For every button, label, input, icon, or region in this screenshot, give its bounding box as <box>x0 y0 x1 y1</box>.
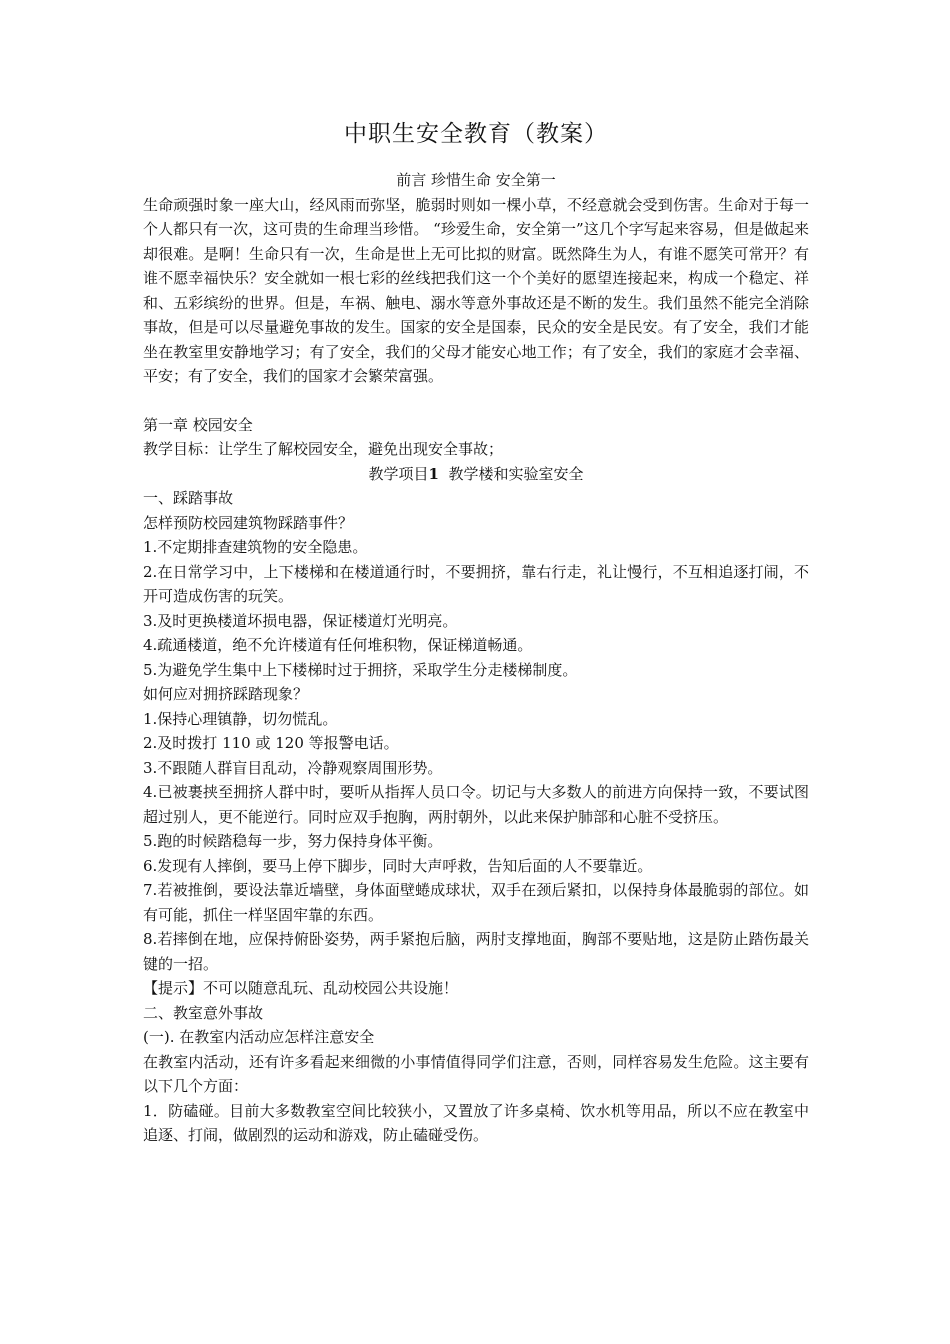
list-item: 3.不跟随人群盲目乱动，冷静观察周围形势。 <box>143 758 443 777</box>
project-prefix: 教学项目 <box>368 464 429 483</box>
spacer <box>143 389 809 413</box>
project-number: 1 <box>428 464 439 483</box>
list-item: 7.若被推倒，要设法靠近墙壁，身体面壁蜷成球状，双手在颈后紧扣，以保持身体最脆弱的部位。如有可能，抓住一样坚固牢靠的东西。 <box>143 881 809 924</box>
section-heading-stampede: 一、踩踏事故 <box>143 489 234 507</box>
list-item: 1.不定期排查建筑物的安全隐患。 <box>143 538 368 556</box>
teaching-goal: 教学目标：让学生了解校园安全，避免出现安全事故； <box>143 440 504 458</box>
question-prevent: 怎样预防校园建筑物踩踏事件？ <box>143 513 354 532</box>
chapter-heading: 第一章 校园安全 <box>143 415 253 434</box>
question-respond: 如何应对拥挤踩踏现象？ <box>143 685 309 703</box>
preface-heading: 前言 珍惜生命 安全第一 <box>396 171 556 189</box>
list-item: 5.跑的时候踏稳每一步，努力保持身体平衡。 <box>143 832 443 850</box>
preface-body: 生命顽强时象一座大山，经风雨而弥坚，脆弱时则如一棵小草，不经意就会受到伤害。生命对于每一个人都只有一次，这可贵的生命理当珍惜。 “珍爱生命，安全第一”这几个字写起来容易，但是做起来却很难。是啊！生命只有一次，生命是世上无可比拟的财富。既然降生为人，有谁不愿笑可常开？有谁不愿幸福快乐？安全就如一根七彩的丝线把我们这一个个美好的愿望连接起来，构成一个稳定、祥和、五彩缤纷的世界。但是，车祸、触电、溺水等意外事故还是不断的发生。我们虽然不能完全消除事故，但是可以尽量避免事故的发生。国家的安全是国泰，民众的安全是民安。有了安全，我们才能坐在教室里安静地学习；有了安全，我们的父母才能安心地工作；有了安全，我们的家庭才会幸福、平安；有了安全，我们的国家才会繁荣富强。 <box>143 195 809 385</box>
list-item: 8.若摔倒在地，应保持俯卧姿势，两手紧抱后脑，两肘支撑地面，胸部不要贴地，这是防止踏伤最关键的一招。 <box>143 930 809 973</box>
subsection-heading: (一). 在教室内活动应怎样注意安全 <box>143 1028 375 1046</box>
list-item: 2.在日常学习中，上下楼梯和在楼道通行时，不要拥挤，靠右行走，礼让慢行，不互相追逐打闹，不开可造成伤害的玩笑。 <box>143 562 809 605</box>
list-item: 6.发现有人摔倒，要马上停下脚步，同时大声呼救，告知后面的人不要靠近。 <box>143 856 653 875</box>
list-item: 2.及时拨打 110 或 120 等报警电话。 <box>143 734 399 752</box>
list-item: 5.为避免学生集中上下楼梯时过于拥挤，采取学生分走楼梯制度。 <box>143 660 578 679</box>
document-title: 中职生安全教育（教案） <box>344 121 608 147</box>
project-title: 教学楼和实验室安全 <box>448 464 584 483</box>
tip-note: 【提示】不可以随意乱玩、乱动校园公共设施！ <box>143 979 459 997</box>
document-page <box>143 118 809 1148</box>
list-item: 1．防磕碰。目前大多数教室空间比较狭小，又置放了许多桌椅、饮水机等用品，所以不应在教室中追逐、打闹，做剧烈的运动和游戏，防止磕碰受伤。 <box>143 1101 809 1144</box>
section-heading-classroom: 二、教室意外事故 <box>143 1003 264 1022</box>
teaching-project-heading <box>143 462 809 487</box>
classroom-intro: 在教室内活动，还有许多看起来细微的小事情值得同学们注意，否则，同样容易发生危险。这主要有以下几个方面： <box>143 1052 809 1095</box>
list-item: 4.疏通楼道，绝不允许楼道有任何堆积物，保证梯道畅通。 <box>143 636 533 654</box>
list-item: 1.保持心理镇静，切勿慌乱。 <box>143 709 338 728</box>
list-item: 4.已被裹挟至拥挤人群中时，要听从指挥人员口令。切记与大多数人的前进方向保持一致，不要试图超过别人，更不能逆行。同时应双手抱胸，两肘朝外，以此来保护肺部和心脏不受挤压。 <box>143 783 809 826</box>
list-item: 3.及时更换楼道坏损电器，保证楼道灯光明亮。 <box>143 611 458 630</box>
